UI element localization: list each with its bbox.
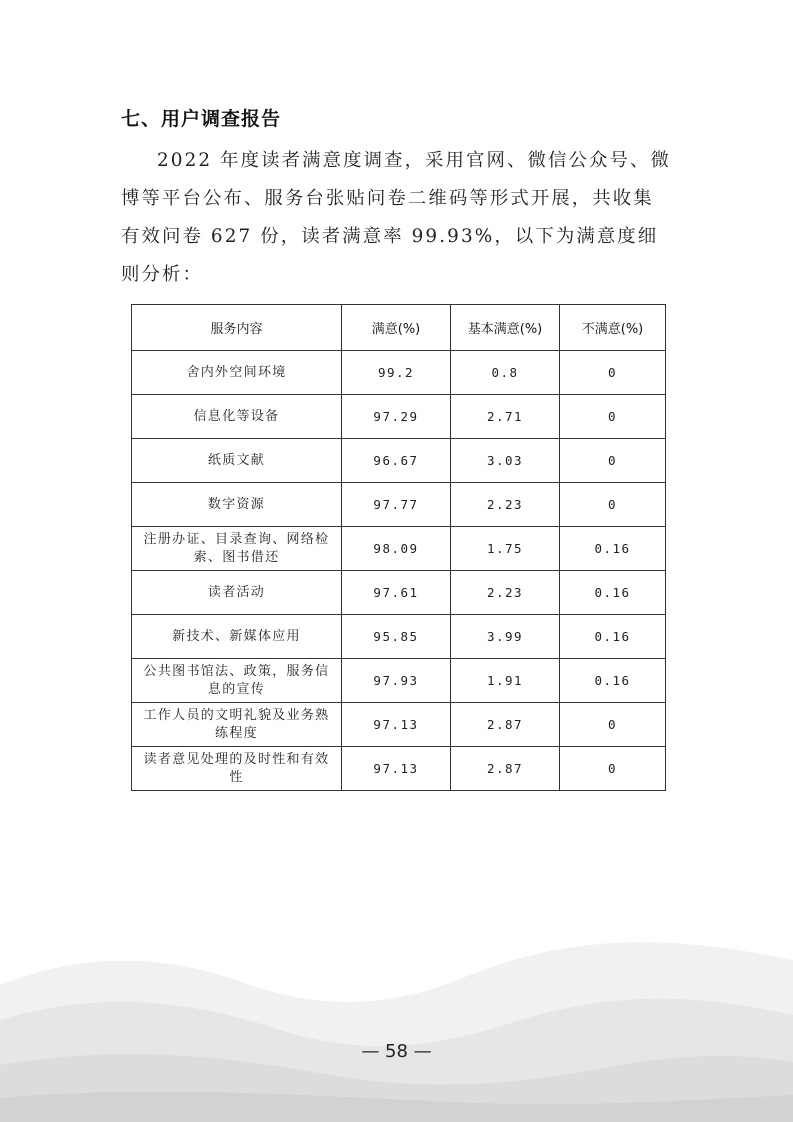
table-row (132, 439, 666, 483)
service-cell: 纸质文献 (132, 439, 342, 483)
unsatisfied-cell: 0.16 (560, 527, 666, 571)
satisfied-cell: 99.2 (342, 351, 451, 395)
basically-satisfied-cell: 0.8 (451, 351, 560, 395)
satisfied-cell: 97.77 (342, 483, 451, 527)
satisfied-cell: 97.61 (342, 571, 451, 615)
service-cell: 读者意见处理的及时性和有效性 (132, 747, 342, 791)
unsatisfied-cell: 0 (560, 439, 666, 483)
satisfaction-table (131, 304, 666, 791)
table-row (132, 747, 666, 791)
unsatisfied-cell: 0.16 (560, 659, 666, 703)
unsatisfied-cell: 0 (560, 483, 666, 527)
table-row (132, 351, 666, 395)
satisfied-cell: 98.09 (342, 527, 451, 571)
basically-satisfied-cell: 1.75 (451, 527, 560, 571)
unsatisfied-cell: 0 (560, 747, 666, 791)
table-row (132, 615, 666, 659)
service-cell: 注册办证、目录查询、网络检索、图书借还 (132, 527, 342, 571)
basically-satisfied-cell: 3.03 (451, 439, 560, 483)
basically-satisfied-cell: 2.87 (451, 747, 560, 791)
table-row (132, 527, 666, 571)
basically-satisfied-cell: 2.23 (451, 483, 560, 527)
survey-summary-paragraph: 2022 年度读者满意度调查，采用官网、微信公众号、微博等平台公布、服务台张贴问卷二维码等形式开展，共收集有效问卷 627 份，读者满意率 99.93%，以下为满意度细则分析： (121, 150, 671, 285)
table-row (132, 659, 666, 703)
satisfied-cell: 96.67 (342, 439, 451, 483)
table-row (132, 483, 666, 527)
table-row (132, 571, 666, 615)
table-row (132, 395, 666, 439)
page-number: — 58 — (361, 1041, 432, 1062)
service-cell: 新技术、新媒体应用 (132, 615, 342, 659)
header-unsatisfied: 不满意(%) (560, 305, 666, 351)
unsatisfied-cell: 0.16 (560, 571, 666, 615)
satisfied-cell: 97.13 (342, 703, 451, 747)
table-header-row (132, 305, 666, 351)
satisfied-cell: 97.29 (342, 395, 451, 439)
service-cell: 数字资源 (132, 483, 342, 527)
basically-satisfied-cell: 2.23 (451, 571, 560, 615)
section-heading: 七、用户调查报告 (121, 108, 282, 130)
basically-satisfied-cell: 2.71 (451, 395, 560, 439)
unsatisfied-cell: 0 (560, 395, 666, 439)
service-cell: 工作人员的文明礼貌及业务熟练程度 (132, 703, 342, 747)
service-cell: 读者活动 (132, 571, 342, 615)
satisfied-cell: 97.13 (342, 747, 451, 791)
basically-satisfied-cell: 1.91 (451, 659, 560, 703)
satisfied-cell: 97.93 (342, 659, 451, 703)
service-cell: 信息化等设备 (132, 395, 342, 439)
basically-satisfied-cell: 2.87 (451, 703, 560, 747)
service-cell: 舍内外空间环境 (132, 351, 342, 395)
unsatisfied-cell: 0.16 (560, 615, 666, 659)
unsatisfied-cell: 0 (560, 351, 666, 395)
unsatisfied-cell: 0 (560, 703, 666, 747)
header-basically-satisfied: 基本满意(%) (451, 305, 560, 351)
table-row (132, 703, 666, 747)
satisfied-cell: 95.85 (342, 615, 451, 659)
header-satisfied: 满意(%) (342, 305, 451, 351)
service-cell: 公共图书馆法、政策，服务信息的宣传 (132, 659, 342, 703)
header-service: 服务内容 (132, 305, 342, 351)
basically-satisfied-cell: 3.99 (451, 615, 560, 659)
